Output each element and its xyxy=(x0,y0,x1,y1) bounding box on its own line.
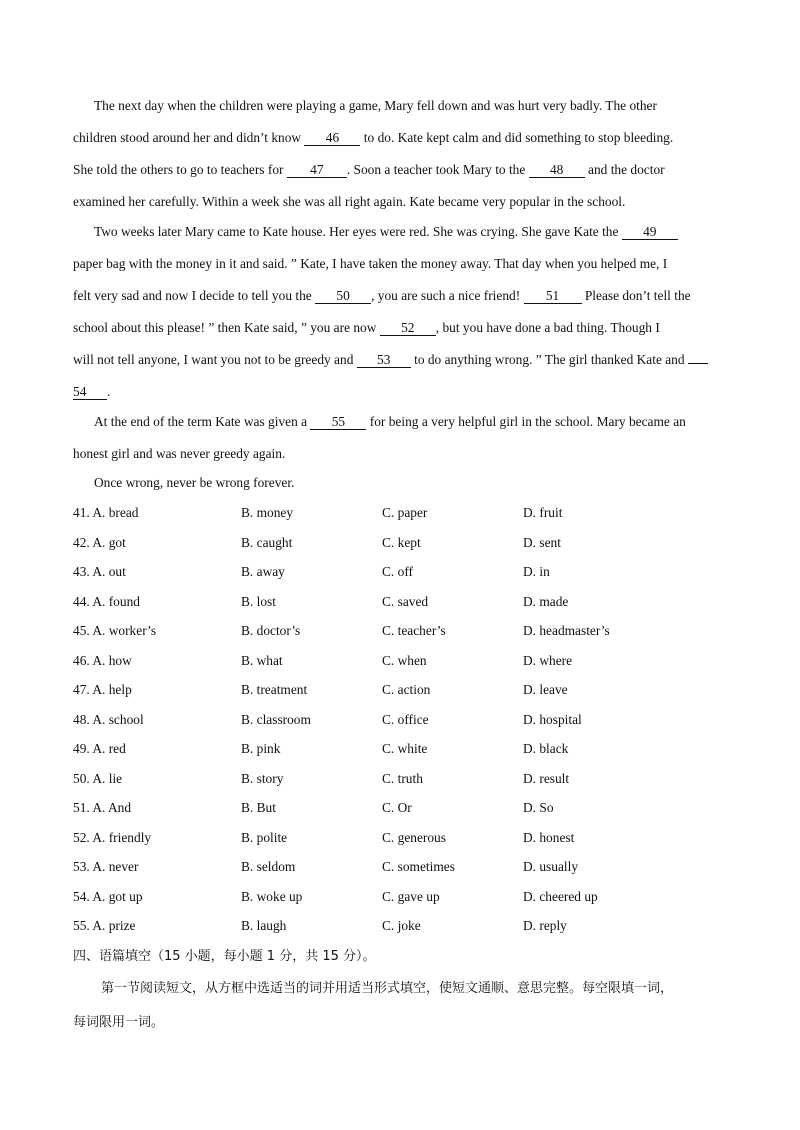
option-d: D. honest xyxy=(523,829,575,845)
option-b: B. polite xyxy=(241,829,288,845)
option-b: B. seldom xyxy=(241,859,296,874)
option-c: C. sometimes xyxy=(382,859,455,874)
passage-line: Two weeks later Mary came to Kate house. Her eyes were red. She was crying. She gave Kate the 49 xyxy=(94,224,678,240)
option-a-text: A. prize xyxy=(92,918,136,933)
option-a xyxy=(73,800,131,816)
question-number: 49. xyxy=(73,741,90,756)
option-d: D. in xyxy=(523,564,550,579)
question-number: 41. xyxy=(73,505,90,520)
question-number: 46. xyxy=(73,652,90,668)
passage-line: 54 . xyxy=(73,384,111,399)
option-d: D. cheered up xyxy=(523,888,598,904)
passage-line: felt very sad and now I decide to tell you the 50 , you are such a nice friend! 51 Please don’t tell the xyxy=(73,288,691,303)
blank-52: 52 xyxy=(380,321,436,336)
option-b: B. pink xyxy=(241,741,281,756)
blank-47: 47 xyxy=(287,163,347,178)
passage-line: paper bag with the money in it and said. ” Kate, I have taken the money away. That day when you helped me, I xyxy=(73,256,668,271)
question-number: 44. xyxy=(73,593,90,609)
option-a-text: A. worker’s xyxy=(92,623,157,638)
passage-line: The next day when the children were playing a game, Mary fell down and was hurt very badly. The other xyxy=(94,98,657,113)
passage-line: school about this please! ” then Kate said, ” you are now 52 , but you have done a bad thing. Though I xyxy=(73,320,660,335)
option-a-text: A. got xyxy=(92,534,126,550)
option-a-text: A. found xyxy=(92,593,140,609)
option-a-text: A. friendly xyxy=(92,829,152,845)
option-a-text: A. how xyxy=(92,652,132,668)
passage-line: will not tell anyone, I want you not to be greedy and 53 to do anything wrong. ” The girl thanked Kate and xyxy=(73,352,708,368)
option-c: C. off xyxy=(382,564,413,579)
option-d: D. leave xyxy=(523,682,568,697)
option-a xyxy=(73,741,126,757)
question-number: 42. xyxy=(73,534,90,550)
question-number: 45. xyxy=(73,623,90,638)
option-a xyxy=(73,505,138,521)
option-a-text: A. lie xyxy=(92,770,123,786)
option-c: C. joke xyxy=(382,918,421,933)
option-c: C. gave up xyxy=(382,888,440,904)
option-a xyxy=(73,830,151,846)
option-a-text: A. out xyxy=(92,564,126,579)
option-a-text: A. got up xyxy=(92,888,143,904)
option-c: C. teacher’s xyxy=(382,623,446,638)
option-a xyxy=(73,594,140,610)
option-a xyxy=(73,859,138,875)
option-b: B. woke up xyxy=(241,888,303,904)
option-d: D. fruit xyxy=(523,505,563,520)
question-number: 51. xyxy=(73,800,90,815)
passage-closing-line: Once wrong, never be wrong forever. xyxy=(94,475,295,490)
option-b: B. laugh xyxy=(241,918,287,933)
option-a xyxy=(73,918,136,934)
section-instruction: 第一节阅读短文，从方框中选适当的词并用适当形式填空，使短文通顺、意思完整。每空限填一词， xyxy=(101,981,674,996)
option-a xyxy=(73,653,132,669)
blank-55: 55 xyxy=(310,415,366,430)
option-a xyxy=(73,712,144,728)
option-a xyxy=(73,771,122,787)
option-d: D. So xyxy=(523,800,554,815)
option-b: B. what xyxy=(241,652,283,668)
question-number: 55. xyxy=(73,918,90,933)
blank-51: 51 xyxy=(524,289,582,304)
question-number: 53. xyxy=(73,859,90,874)
question-number: 50. xyxy=(73,770,90,786)
option-c: C. when xyxy=(382,652,427,668)
option-b: B. doctor’s xyxy=(241,623,301,638)
option-a-text: A. bread xyxy=(92,505,139,520)
blank-54-start xyxy=(688,363,708,364)
option-c: C. Or xyxy=(382,800,412,815)
option-a-text: A. never xyxy=(92,859,139,874)
option-d: D. made xyxy=(523,593,569,609)
passage-line: honest girl and was never greedy again. xyxy=(73,446,286,461)
option-d: D. headmaster’s xyxy=(523,623,610,638)
question-number: 52. xyxy=(73,829,90,845)
option-c: C. action xyxy=(382,682,431,697)
passage-line: children stood around her and didn’t know 46 to do. Kate kept calm and did something to stop bleeding. xyxy=(73,130,674,145)
passage-line: examined her carefully. Within a week she was all right again. Kate became very popular in the school. xyxy=(73,194,626,209)
option-d: D. reply xyxy=(523,918,567,933)
option-c: C. truth xyxy=(382,770,423,786)
blank-46: 46 xyxy=(304,131,360,146)
option-b: B. money xyxy=(241,505,294,520)
option-d: D. black xyxy=(523,741,569,756)
option-b: B. story xyxy=(241,770,284,786)
blank-53: 53 xyxy=(357,353,411,368)
option-d: D. sent xyxy=(523,534,561,550)
option-b: B. away xyxy=(241,564,285,579)
option-d: D. result xyxy=(523,770,570,786)
blank-50: 50 xyxy=(315,289,371,304)
blank-48: 48 xyxy=(529,163,585,178)
option-c: C. kept xyxy=(382,534,421,550)
option-a xyxy=(73,889,143,905)
option-c: C. generous xyxy=(382,829,446,845)
section-heading: 四、语篇填空（15 小题，每小题 1 分，共 15 分）。 xyxy=(73,949,376,964)
option-a-text: A. help xyxy=(92,682,132,697)
option-b: B. treatment xyxy=(241,682,308,697)
question-number: 43. xyxy=(73,564,90,579)
blank-54: 54 xyxy=(73,385,107,400)
option-b: B. classroom xyxy=(241,711,311,727)
question-number: 47. xyxy=(73,682,90,697)
passage-line: She told the others to go to teachers for 47 . Soon a teacher took Mary to the 48 and the doctor xyxy=(73,162,665,177)
option-a xyxy=(73,623,156,639)
option-a xyxy=(73,682,132,698)
option-a xyxy=(73,535,126,551)
option-b: B. lost xyxy=(241,593,276,609)
option-b: B. But xyxy=(241,800,276,815)
question-number: 54. xyxy=(73,888,90,904)
question-number: 48. xyxy=(73,711,90,727)
option-d: D. where xyxy=(523,652,573,668)
option-a-text: A. red xyxy=(92,741,126,756)
option-c: C. saved xyxy=(382,593,429,609)
option-a-text: A. And xyxy=(92,800,132,815)
option-c: C. paper xyxy=(382,505,428,520)
option-d: D. hospital xyxy=(523,711,582,727)
option-d: D. usually xyxy=(523,859,579,874)
option-a-text: A. school xyxy=(92,711,144,727)
blank-49: 49 xyxy=(622,225,678,240)
option-b: B. caught xyxy=(241,534,293,550)
passage-line: At the end of the term Kate was given a 55 for being a very helpful girl in the school. Mary became an xyxy=(94,414,686,429)
section-instruction: 每词限用一词。 xyxy=(73,1015,165,1030)
option-c: C. office xyxy=(382,711,429,727)
option-c: C. white xyxy=(382,741,428,756)
option-a xyxy=(73,564,126,580)
